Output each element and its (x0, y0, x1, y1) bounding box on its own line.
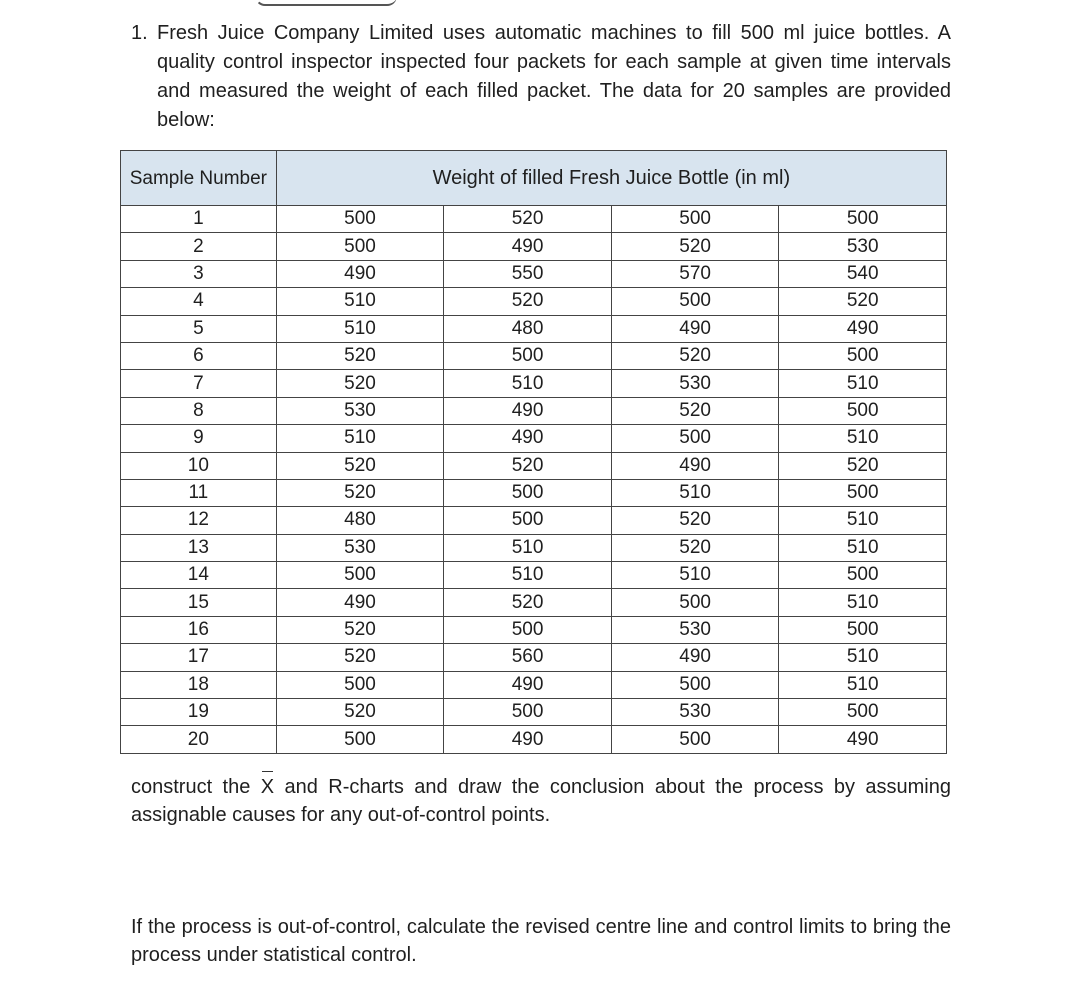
weight-cell: 510 (276, 425, 444, 452)
sample-number-cell: 14 (121, 562, 277, 589)
weight-cell: 500 (444, 479, 612, 506)
question-number: 1. (131, 22, 148, 44)
sample-number-cell: 4 (121, 288, 277, 315)
weight-cell: 500 (779, 342, 947, 369)
followup-paragraph: If the process is out-of-control, calculate the revised centre line and control limits to bring the process under statistical control. (131, 916, 951, 966)
weight-cell: 520 (276, 616, 444, 643)
weight-cell: 570 (611, 260, 779, 287)
table-row (121, 671, 947, 698)
table-row (121, 206, 947, 233)
weight-cell: 490 (611, 644, 779, 671)
weight-cell: 510 (276, 288, 444, 315)
weight-cell: 490 (779, 315, 947, 342)
weight-cell: 560 (444, 644, 612, 671)
instruction-paragraph (131, 773, 951, 829)
weight-cell: 510 (611, 562, 779, 589)
table-row (121, 370, 947, 397)
weight-cell: 490 (779, 726, 947, 753)
table-row (121, 479, 947, 506)
sample-number-cell: 8 (121, 397, 277, 424)
weight-cell: 510 (779, 425, 947, 452)
header-sample-number: Sample Number (121, 151, 277, 206)
weight-cell: 520 (444, 589, 612, 616)
weight-cell: 520 (779, 452, 947, 479)
weight-cell: 500 (276, 206, 444, 233)
weight-cell: 500 (444, 699, 612, 726)
weight-cell: 500 (444, 342, 612, 369)
weight-cell: 500 (779, 616, 947, 643)
question-block (131, 19, 951, 135)
weight-cell: 500 (444, 507, 612, 534)
sample-number-cell: 7 (121, 370, 277, 397)
weight-cell: 490 (444, 726, 612, 753)
sample-number-cell: 12 (121, 507, 277, 534)
weight-cell: 500 (276, 726, 444, 753)
table-row (121, 452, 947, 479)
weight-cell: 520 (611, 534, 779, 561)
weight-cell: 500 (611, 206, 779, 233)
weight-cell: 530 (276, 534, 444, 561)
weight-cell: 500 (611, 425, 779, 452)
sample-number-cell: 19 (121, 699, 277, 726)
weight-cell: 520 (444, 288, 612, 315)
weight-cell: 500 (276, 562, 444, 589)
table-row (121, 589, 947, 616)
sample-data-table (120, 150, 947, 754)
sample-number-cell: 10 (121, 452, 277, 479)
weight-cell: 490 (276, 589, 444, 616)
weight-cell: 530 (276, 397, 444, 424)
table-row (121, 616, 947, 643)
weight-cell: 520 (611, 397, 779, 424)
weight-cell: 500 (444, 616, 612, 643)
weight-cell: 530 (611, 616, 779, 643)
table-row (121, 562, 947, 589)
table-body (121, 206, 947, 754)
weight-cell: 500 (611, 726, 779, 753)
weight-cell: 520 (779, 288, 947, 315)
weight-cell: 500 (611, 589, 779, 616)
weight-cell: 500 (276, 233, 444, 260)
weight-cell: 500 (779, 699, 947, 726)
table-header-row (121, 151, 947, 206)
table-row (121, 726, 947, 753)
table-row (121, 397, 947, 424)
weight-cell: 490 (444, 233, 612, 260)
sample-number-cell: 18 (121, 671, 277, 698)
weight-cell: 510 (779, 644, 947, 671)
weight-cell: 520 (611, 342, 779, 369)
weight-cell: 500 (611, 288, 779, 315)
sample-number-cell: 9 (121, 425, 277, 452)
weight-cell: 510 (779, 370, 947, 397)
sample-number-cell: 20 (121, 726, 277, 753)
weight-cell: 530 (779, 233, 947, 260)
instruction-before: construct the (131, 776, 251, 798)
weight-cell: 530 (611, 699, 779, 726)
x-bar-symbol: X (261, 773, 274, 801)
weight-cell: 520 (276, 452, 444, 479)
weight-cell: 490 (611, 315, 779, 342)
weight-cell: 500 (779, 562, 947, 589)
sample-number-cell: 15 (121, 589, 277, 616)
table-row (121, 507, 947, 534)
weight-cell: 480 (444, 315, 612, 342)
weight-cell: 500 (611, 671, 779, 698)
weight-cell: 510 (779, 534, 947, 561)
table-row (121, 644, 947, 671)
weight-cell: 520 (276, 370, 444, 397)
weight-cell: 490 (444, 425, 612, 452)
weight-cell: 520 (444, 452, 612, 479)
weight-cell: 510 (276, 315, 444, 342)
weight-cell: 520 (276, 699, 444, 726)
weight-cell: 520 (444, 206, 612, 233)
sample-number-cell: 1 (121, 206, 277, 233)
weight-cell: 500 (276, 671, 444, 698)
weight-cell: 510 (444, 370, 612, 397)
table-row (121, 315, 947, 342)
weight-cell: 500 (779, 206, 947, 233)
weight-cell: 530 (611, 370, 779, 397)
weight-cell: 520 (611, 507, 779, 534)
table-row (121, 288, 947, 315)
cropped-top-fragment (255, 0, 397, 6)
weight-cell: 500 (779, 397, 947, 424)
weight-cell: 520 (276, 479, 444, 506)
weight-cell: 510 (779, 589, 947, 616)
weight-cell: 490 (611, 452, 779, 479)
sample-number-cell: 11 (121, 479, 277, 506)
weight-cell: 540 (779, 260, 947, 287)
weight-cell: 490 (444, 671, 612, 698)
table-row (121, 342, 947, 369)
sample-number-cell: 3 (121, 260, 277, 287)
header-weight: Weight of filled Fresh Juice Bottle (in ml) (276, 151, 946, 206)
weight-cell: 510 (444, 534, 612, 561)
weight-cell: 520 (611, 233, 779, 260)
question-text: Fresh Juice Company Limited uses automatic machines to fill 500 ml juice bottles. A quality control inspector inspected four packets for each sample at given time intervals and measured the weight of each filled packet. The data for 20 samples are provided below: (157, 22, 951, 131)
weight-cell: 510 (779, 507, 947, 534)
table-row (121, 699, 947, 726)
weight-cell: 510 (779, 671, 947, 698)
sample-number-cell: 5 (121, 315, 277, 342)
table-row (121, 534, 947, 561)
sample-number-cell: 13 (121, 534, 277, 561)
sample-number-cell: 2 (121, 233, 277, 260)
weight-cell: 490 (276, 260, 444, 287)
instruction-after: and R-charts and draw the conclusion about the process by assuming assignable causes for any out-of-control points. (131, 776, 951, 826)
weight-cell: 550 (444, 260, 612, 287)
table-row (121, 260, 947, 287)
weight-cell: 510 (444, 562, 612, 589)
table-row (121, 425, 947, 452)
table-row (121, 233, 947, 260)
weight-cell: 510 (611, 479, 779, 506)
sample-number-cell: 17 (121, 644, 277, 671)
weight-cell: 480 (276, 507, 444, 534)
weight-cell: 490 (444, 397, 612, 424)
weight-cell: 520 (276, 342, 444, 369)
sample-number-cell: 16 (121, 616, 277, 643)
sample-number-cell: 6 (121, 342, 277, 369)
weight-cell: 520 (276, 644, 444, 671)
weight-cell: 500 (779, 479, 947, 506)
